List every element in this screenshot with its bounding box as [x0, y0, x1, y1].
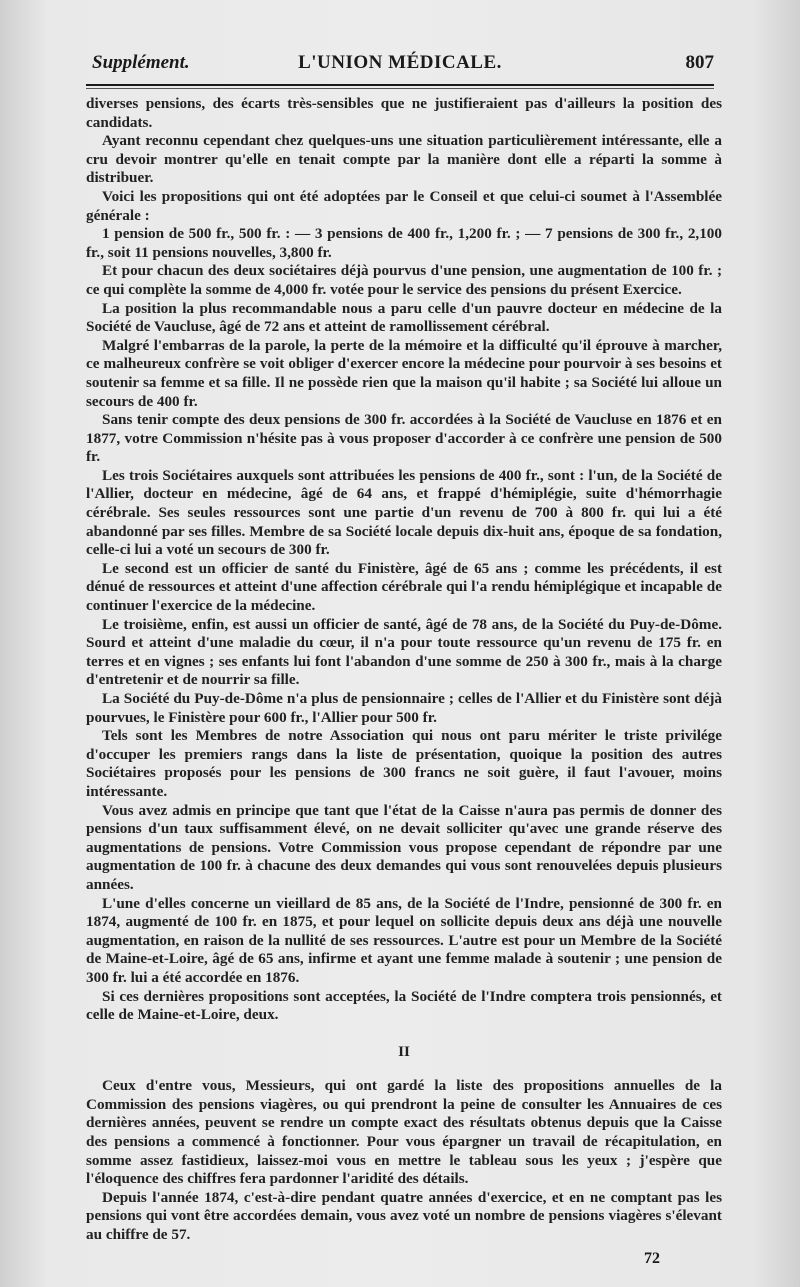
- paragraph: Si ces dernières propositions sont acceptées, la Société de l'Indre comptera trois pensionnés, et celle de Maine-et-Loire, deux.: [86, 987, 722, 1024]
- paragraph: La Société du Puy-de-Dôme n'a plus de pensionnaire ; celles de l'Allier et du Finistère sont déjà pourvues, le Finistère pour 600 fr., l'Allier pour 500 fr.: [86, 690, 722, 726]
- header-page-number: 807: [685, 52, 714, 73]
- paragraph: Tels sont les Membres de notre Association qui nous ont paru mériter le triste privilége d'occuper les premiers rangs dans la liste de présentation, quoique la position des autres Sociétaires proposés pour les pensions de 300 francs ne soit guère, il faut l'avouer, moins intéressante.: [86, 727, 722, 800]
- section-mark: II: [398, 1042, 410, 1060]
- header-journal-title: L'UNION MÉDICALE.: [298, 52, 502, 73]
- paragraph: diverses pensions, des écarts très-sensibles que ne justifieraient pas d'ailleurs la position des candidats.: [86, 95, 722, 131]
- paragraph: La position la plus recommandable nous a paru celle d'un pauvre docteur en médecine de la Société de Vaucluse, âgé de 72 ans et atteint de ramollissement cérébral.: [86, 299, 722, 336]
- paragraph: Sans tenir compte des deux pensions de 300 fr. accordées à la Société de Vaucluse en 1876 et en 1877, votre Commission n'hésite pas à vous proposer d'accorder à ce confrère une pension de 500 fr.: [86, 411, 722, 466]
- header-supplement: Supplément.: [92, 52, 190, 73]
- paragraph: Ayant reconnu cependant chez quelques-uns une situation particulièrement intéressante, elle a cru devoir montrer qu'elle en tenait compte par la manière dont elle a réparti la somme à distribuer.: [86, 132, 722, 187]
- header-rule-thin: [86, 88, 714, 89]
- header-rule: [86, 84, 714, 86]
- paragraph: Malgré l'embarras de la parole, la perte de la mémoire et la difficulté qu'il éprouve à marcher, ce malheureux confrère se voit obliger d'exercer encore la médecine pour pourvoir à ses besoins et soutenir sa femme et sa fille. Il ne possède rien que la maison qu'il habite ; sa Société lui alloue un secours de 400 fr.: [86, 336, 722, 410]
- running-header: [86, 50, 714, 80]
- paragraph: Le troisième, enfin, est aussi un officier de santé, âgé de 78 ans, de la Société du Puy-de-Dôme. Sourd et atteint d'une maladie du cœur, il n'a pour toute ressource qu'un revenu de 175 fr. en terres et en vignes ; ses enfants lui font l'abandon d'une somme de 250 à 300 fr., mais à la charge d'entretenir et de nourrir sa fille.: [86, 615, 722, 689]
- signature-folio: 72: [644, 1250, 660, 1267]
- paragraph: Vous avez admis en principe que tant que l'état de la Caisse n'aura pas permis de donner des pensions d'un taux suffisamment élevé, on ne devait solliciter qu'avec une grande réserve des augmentations de pensions. Votre Commission vous propose cependant de répondre par une augmentation de 100 fr. à chacune des deux demandes qui vous sont renouvelées depuis plusieurs années.: [86, 801, 722, 893]
- paragraph: Voici les propositions qui ont été adoptées par le Conseil et que celui-ci soumet à l'Assemblée générale :: [86, 187, 722, 224]
- paragraph: Et pour chacun des deux sociétaires déjà pourvus d'une pension, une augmentation de 100 fr. ; ce qui complète la somme de 4,000 fr. votée pour le service des pensions du présent Exercice.: [86, 262, 722, 298]
- paragraph: Ceux d'entre vous, Messieurs, qui ont gardé la liste des propositions annuelles de la Commission des pensions viagères, ou qui prendront la peine de consulter les Annuaires de ces dernières années, peuvent se rendre un compte exact des résultats obtenus depuis que la Caisse des pensions a commencé à fonctionner. Pour vous épargner un travail de récapitulation, en somme assez fastidieux, laissez-moi vous en mettre le tableau sous les yeux ; j'espère que l'éloquence des chiffres fera pardonner l'aridité des détails.: [86, 1077, 722, 1188]
- paragraph: Les trois Sociétaires auxquels sont attribuées les pensions de 400 fr., sont : l'un, de la Société de l'Allier, docteur en médecine, âgé de 64 ans, et frappé d'hémiplégie, suite d'hémorrhagie cérébrale. Ses seules ressources sont une partie d'un revenu de 700 à 800 fr. qui lui a été abandonné par ses filles. Membre de sa Société locale depuis dix-huit ans, époque de sa fondation, celle-ci lui a voté un secours de 300 fr.: [86, 466, 722, 559]
- paragraph: L'une d'elles concerne un vieillard de 85 ans, de la Société de l'Indre, pensionné de 300 fr. en 1874, augmenté de 100 fr. en 1875, et pour lequel on sollicite depuis deux ans déjà une nouvelle augmentation, en raison de la nullité de ses ressources. L'autre est pour un Membre de la Société de Maine-et-Loire, âgé de 65 ans, infirme et ayant une femme malade à soutenir ; une pension de 300 fr. lui a été accordée en 1876.: [86, 894, 722, 986]
- body-text: [86, 95, 722, 1245]
- paragraph: Depuis l'année 1874, c'est-à-dire pendant quatre années d'exercice, et en ne comptant pas les pensions qui vont être accordées demain, vous avez voté un nombre de pensions viagères s'élevant au chiffre de 57.: [86, 1188, 722, 1244]
- paragraph-group-2: [86, 1077, 722, 1244]
- paragraph: Le second est un officier de santé du Finistère, âgé de 65 ans ; comme les précédents, il est dénué de ressources et atteint d'une affection cérébrale qui l'a rendu hémiplégique et incapable de continuer l'exercice de la médecine.: [86, 559, 722, 615]
- paragraph-group-1: [86, 95, 722, 1025]
- paragraph: 1 pension de 500 fr., 500 fr. : — 3 pensions de 400 fr., 1,200 fr. ; — 7 pensions de 300 fr., 2,100 fr., soit 11 pensions nouvelles, 3,800 fr.: [86, 225, 722, 261]
